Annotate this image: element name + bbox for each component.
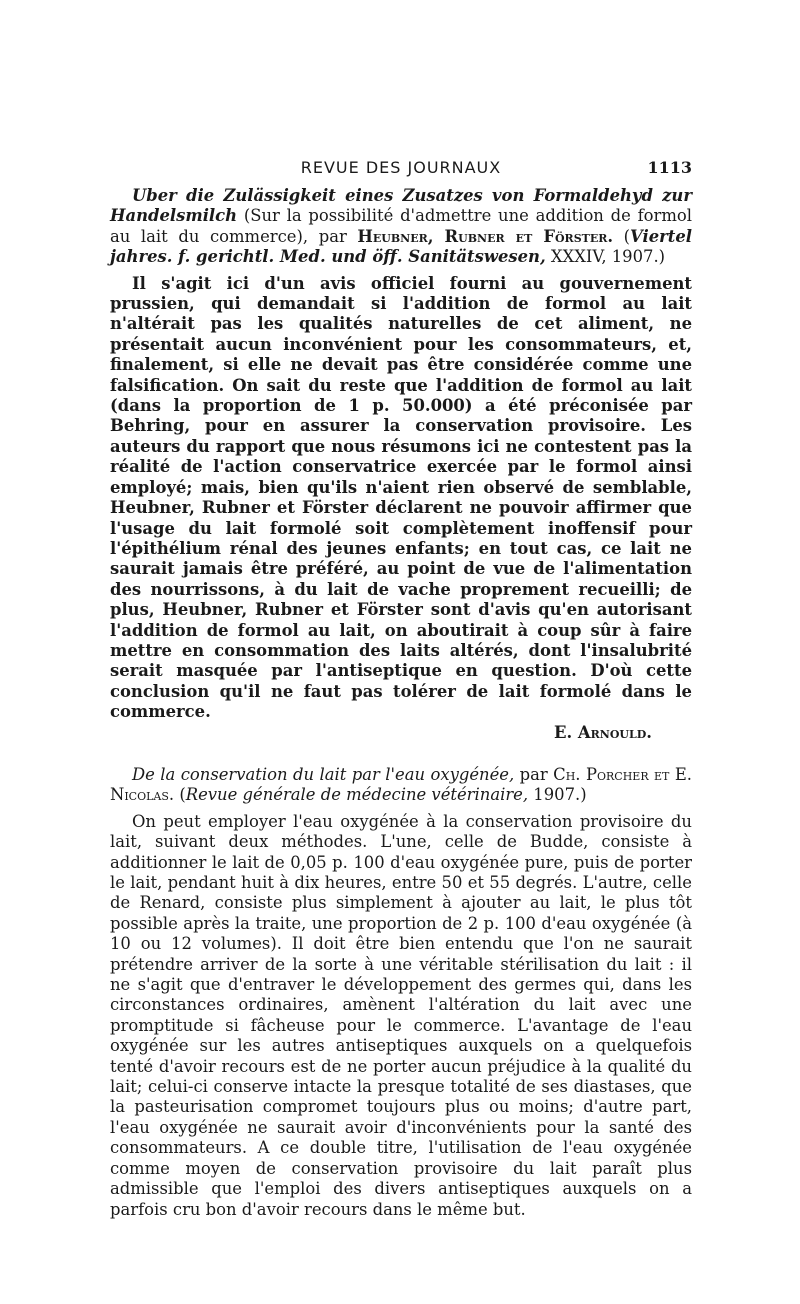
article-citation xyxy=(110,186,692,268)
article-authors: Heubner, Rubner et Förster. xyxy=(357,226,614,246)
article-signature: E. Arnould. xyxy=(554,722,652,742)
article-citation xyxy=(110,765,692,806)
page-number: 1113 xyxy=(647,158,692,177)
article-body: Il s'agit ici d'un avis officiel fourni au gouvernement prussien, qui demandait si l'addition de formol au lait n'altérait pas les qualités naturelles de cet aliment, ne présentait aucun inconvénient pour les consommateurs, et, finalement, si elle ne devait pas être considérée comme une falsification. On sait du reste que l'addition de formol au lait (dans la proportion de 1 p. 50.000) a été préconisée par Behring, pour en assurer la conservation provisoire. Les auteurs du rapport que nous résumons ici ne contestent pas la réalité de l'action conservatrice exercée par le formol ainsi employé; mais, bien qu'ils n'aient rien observé de semblable, Heubner, Rubner et Förster déclarent ne pouvoir affirmer que l'usage du lait formolé soit complètement inoffensif pour l'épithélium rénal des jeunes enfants; en tout cas, ce lait ne saurait jamais être préféré, au point de vue de l'alimentation des nourrissons, à du lait de vache proprement recueilli; de plus, Heubner, Rubner et Förster sont d'avis qu'en autorisant l'addition de formol au lait, on aboutirait à coup sûr à faire mettre en consommation des laits altérés, dont l'insalubrité serait masquée par l'antiseptique en question. D'où cette conclusion qu'il ne faut pas tolérer de lait formolé dans le commerce. xyxy=(110,273,692,722)
page-header xyxy=(110,158,692,182)
journal-open: ( xyxy=(613,226,631,246)
article-body: On peut employer l'eau oxygénée à la conservation provisoire du lait, suivant deux méthodes. L'une, celle de Budde, consiste à additionner le lait de 0,05 p. 100 d'eau oxygénée pure, puis de porter le lait, pendant huit à dix heures, entre 50 et 55 degrés. L'autre, celle de Renard, consiste plus simplement à ajouter au lait, le plus tôt possible après la traite, une proportion de 2 p. 100 d'eau oxygénée (à 10 ou 12 volumes). Il doit être bien entendu que l'on ne saurait prétendre arriver de la sorte à une véritable stérilisation du lait : il ne s'agit que d'entraver le développement des germes qui, dans les circonstances ordinaires, amènent l'altération du lait avec une promptitude si fâcheuse pour le commerce. L'avantage de l'eau oxygénée sur les autres antiseptiques auxquels on a quelquefois tenté d'avoir recours est de ne porter aucun préjudice à la qualité du lait; celui-ci conserve intacte la presque totalité de ses diastases, que la pasteurisation compromet toujours plus ou moins; d'autre part, l'eau oxygénée ne saurait avoir d'inconvénients pour la santé des consommateurs. A ce double titre, l'utilisation de l'eau oxygénée comme moyen de conservation provisoire du lait paraît plus admissible que l'emploi des divers antiseptiques auxquels on a parfois cru bon d'avoir recours dans le même but. xyxy=(110,811,692,1219)
article-journal: Viertel jahres. f. gerichtl. Med. und öff. Sanitätswesen, xyxy=(110,226,692,267)
article-title: Uber die Zulässigkeit eines Zusatzes von Formaldehyd zur Handelsmilch xyxy=(110,186,692,226)
article-authors: Ch. Porcher et E. Nicolas. xyxy=(110,764,692,805)
article-title: De la conservation du lait par l'eau oxygénée, xyxy=(132,764,515,784)
journal-tail: XXXIV, 1907.) xyxy=(545,247,666,267)
article-by: par xyxy=(514,764,554,784)
journal-open: ( xyxy=(174,785,186,805)
article-title-fr: (Sur la possibilité d'admettre une addition de formol au lait du commerce), par xyxy=(110,206,692,246)
running-title: REVUE DES JOURNAUX xyxy=(300,158,502,177)
journal-tail: 1907.) xyxy=(528,785,587,805)
page-content xyxy=(110,186,692,1220)
article-journal: Revue générale de médecine vétérinaire, xyxy=(185,785,529,805)
